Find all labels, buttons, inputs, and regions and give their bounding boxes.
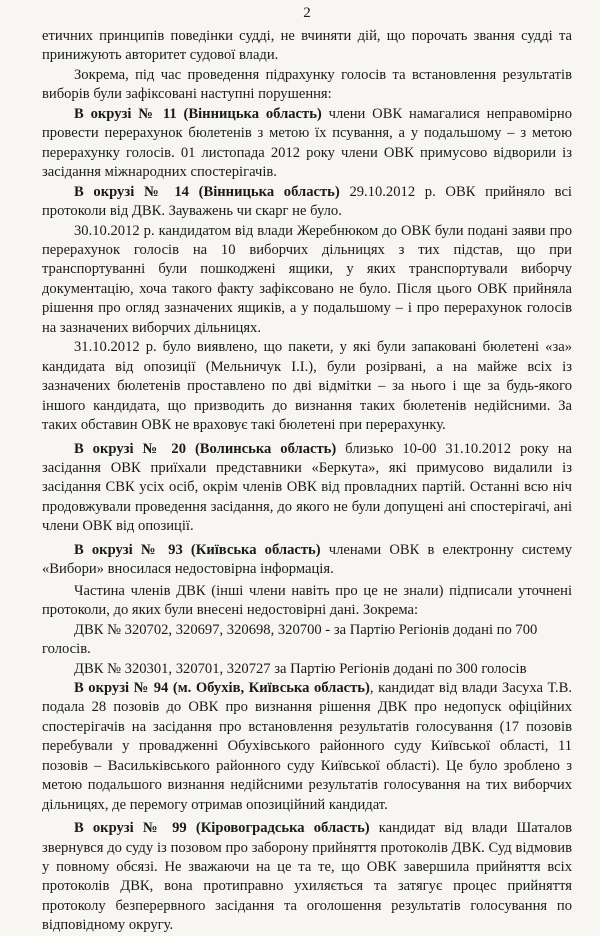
paragraph-5-text: 30.10.2012 р. кандидатом від влади Жеребнюком до ОВК були подані заяви про перерахунок голосів на 10 виборчих дільницях з тих підстав, що при транспортуванні були пошкоджені ящики, у яких транспортували виборчу документацію, хоча такого факту зафіксовано не було. Після цього ОВК прийняла рішення про огляд зазначених ящиків, а у подальшому – і про перерахунок голосів на зазначених виборчих дільницях. — [42, 222, 572, 336]
district-94-heading: В окрузі № 94 (м. Обухів, Київська область) — [74, 679, 370, 696]
district-99-text: кандидат від влади Шаталов звернувся до суду із позовом про заборону прийняття протоколів ДВК. Суд відмовив у повному обсязі. Не зважаючи на це та те, що ОВК завершила прийняття всіх протоколів ДВК, вона протиправно ухиляється та затягує процес прийняття протоколу безперервного засідання та оголошення результатів голосування по відповідному округу. — [42, 820, 572, 934]
district-14-text: 29.10.2012 р. ОВК прийняло всі протоколи від ДВК. Зауважень чи скарг не було. — [42, 183, 572, 220]
paragraph-district-20 — [42, 440, 572, 537]
paragraph-2 — [42, 66, 572, 105]
paragraph-5 — [42, 222, 572, 339]
paragraph-district-11 — [42, 105, 572, 183]
district-11-heading: В окрузі № 11 (Вінницька область) — [74, 105, 322, 122]
district-11-text: члени ОВК намагалися неправомірно провести перерахунок бюлетенів з метою їх псування, а у подальшому – з метою перерахунку голосів. 01 листопада 2012 року члени ОВК примусово відворили із засідання міжнародних спостерігачів. — [42, 105, 572, 181]
district-99-heading: В окрузі № 99 (Кіровоградська область) — [74, 820, 370, 837]
paragraph-10-text: ДВК № 320702, 320697, 320698, 320700 - за Партію Регіонів додані по 700 голосів. — [42, 621, 538, 658]
paragraph-district-99 — [42, 819, 572, 936]
district-93-heading: В окрузі № 93 (Київська область) — [74, 541, 321, 558]
paragraph-9 — [42, 582, 572, 621]
paragraph-11-text: ДВК № 320301, 320701, 320727 за Партію Регіонів додані по 300 голосів — [74, 660, 527, 677]
district-14-heading: В окрузі № 14 (Вінницька область) — [74, 183, 340, 200]
district-94-text: , кандидат від влади Засуха Т.В. подала 28 позовів до ОВК про визнання рішення ДВК про недопуск офіційних спостерігачів на засідання про встановлення результатів голосування (17 позовів перебували у провадженні Обухівського районного суду Київської області, 11 позовів – Васильківського районного суду Київської області). Це було зроблено з метою подальшого визнання недійсними результатів голосування на тих виборчих дільницях, де перемогу отримав опозиційний кандидат. — [42, 679, 572, 813]
paragraph-district-94 — [42, 679, 572, 815]
paragraph-10 — [42, 621, 572, 660]
district-20-text: близько 10-00 31.10.2012 року на засідання ОВК приїхали представники «Беркута», які примусово видалили із засідання СВК усіх осіб, окрім членів ОВК від провладних партій. Останні всю ніч продовжували проведення засідання, до якого не були допущені ані спостерігачі, ані члени ОВК від опозиції. — [42, 440, 572, 535]
paragraph-6 — [42, 338, 572, 435]
paragraph-6-text: 31.10.2012 р. було виявлено, що пакети, у які були запаковані бюлетені «за» кандидата від опозиції (Мельничук І.І.), були розірвані, а на майже всіх із зазначених бюлетенів проставлено по дві відмітки – за нього і ще за будь-якого іншого кандидата, що призводить до визнання таких бюлетенів недійсними. За таких обставин ОВК не враховує такі бюлетені при перерахунку. — [42, 339, 572, 434]
paragraph-district-14 — [42, 183, 572, 222]
paragraph-district-93 — [42, 541, 572, 580]
paragraph-2-text: Зокрема, під час проведення підрахунку голосів та встановлення результатів виборів були зафіксовані наступні порушення: — [42, 66, 572, 103]
paragraph-1-text: етичних принципів поведінки судді, не вчиняти дій, що порочать звання судді та принижують авторитет судової влади. — [42, 28, 572, 64]
paragraph-1 — [42, 27, 572, 66]
paragraph-11 — [42, 660, 572, 679]
page-number: 2 — [303, 5, 311, 21]
document-body — [42, 27, 572, 936]
district-20-heading: В окрузі № 20 (Волинська область) — [74, 440, 337, 457]
district-93-text: членами ОВК в електронну систему «Вибори» вносилася недостовірна інформація. — [42, 541, 572, 578]
paragraph-9-text: Частина членів ДВК (інші члени навіть про це не знали) підписали уточнені протоколи, до яких були внесені недостовірні дані. Зокрема: — [42, 582, 572, 619]
